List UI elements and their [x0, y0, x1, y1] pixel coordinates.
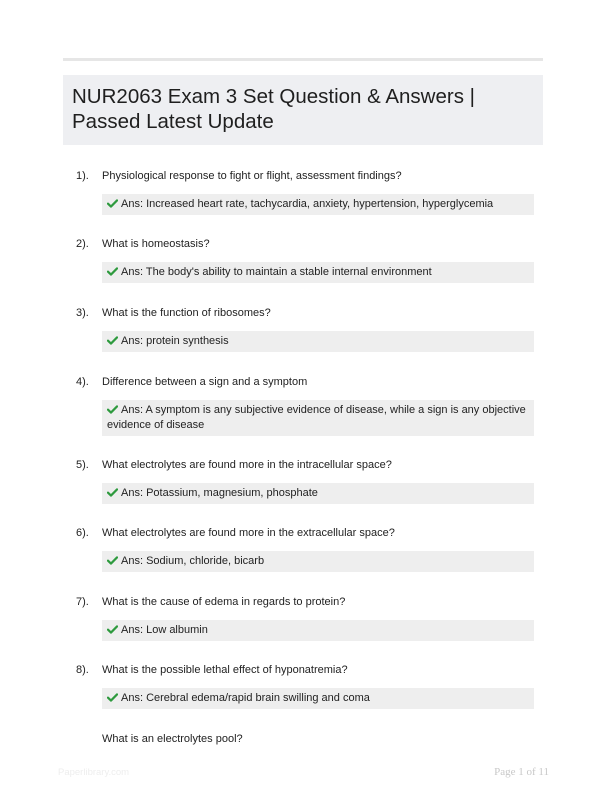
- checkmark-icon: [107, 625, 118, 634]
- answer-prefix: Ans:: [121, 404, 146, 416]
- answer-box: [102, 194, 534, 215]
- footer-watermark: Paperlibrary.com: [58, 767, 130, 778]
- answer-text: A symptom is any subjective evidence of disease, while a sign is any objective evidence of disease: [107, 404, 526, 431]
- checkmark-icon: [107, 405, 118, 414]
- question-text: What is an electrolytes pool?: [102, 733, 243, 745]
- question-text: What electrolytes are found more in the extracellular space?: [102, 527, 395, 539]
- checkmark-icon: [107, 267, 118, 276]
- answer-box: [102, 400, 534, 436]
- document-title-line1: NUR2063 Exam 3 Set Question & Answers |: [72, 85, 475, 108]
- checkmark-icon: [107, 336, 118, 345]
- answer-prefix: Ans:: [121, 487, 147, 499]
- question-number: 6).: [76, 527, 89, 539]
- document-title: [72, 84, 533, 134]
- answer-text: Cerebral edema/rapid brain swilling and coma: [146, 692, 370, 704]
- answer-prefix: Ans:: [121, 266, 146, 278]
- answer-prefix: Ans:: [121, 335, 147, 347]
- checkmark-icon: [107, 693, 118, 702]
- question-text: What electrolytes are found more in the intracellular space?: [102, 459, 392, 471]
- checkmark-icon: [107, 556, 118, 565]
- answer-box: [102, 331, 534, 352]
- page-number: Page 1 of 11: [494, 766, 549, 778]
- answer-text: Potassium, magnesium, phosphate: [146, 487, 318, 499]
- question-text: Physiological response to fight or flight, assessment findings?: [102, 170, 402, 182]
- question-number: 7).: [76, 596, 89, 608]
- question-text: What is the function of ribosomes?: [102, 307, 271, 319]
- question-text: What is homeostasis?: [102, 238, 210, 250]
- question-text: Difference between a sign and a symptom: [102, 376, 308, 388]
- answer-text: Sodium, chloride, bicarb: [146, 555, 265, 567]
- top-divider: [63, 58, 543, 61]
- answer-prefix: Ans:: [121, 555, 147, 567]
- answer-prefix: Ans:: [121, 198, 147, 210]
- title-block: [63, 75, 543, 145]
- document-title-line2: Passed Latest Update: [72, 110, 274, 133]
- answer-prefix: Ans:: [121, 692, 147, 704]
- answer-text: Increased heart rate, tachycardia, anxiety, hypertension, hyperglycemia: [146, 198, 494, 210]
- answer-text: The body's ability to maintain a stable internal environment: [145, 266, 432, 278]
- question-text: What is the cause of edema in regards to protein?: [102, 596, 346, 608]
- question-number: 5).: [76, 459, 89, 471]
- answer-prefix: Ans:: [121, 624, 147, 636]
- answer-box: [102, 551, 534, 572]
- answer-text: protein synthesis: [146, 335, 229, 347]
- answer-box: [102, 620, 534, 641]
- question-number: 3).: [76, 307, 89, 319]
- question-number: 8).: [76, 664, 89, 676]
- answer-text: Low albumin: [146, 624, 208, 636]
- question-number: 2).: [76, 238, 89, 250]
- answer-box: [102, 688, 534, 709]
- question-number: 4).: [76, 376, 89, 388]
- question-text: What is the possible lethal effect of hyponatremia?: [102, 664, 348, 676]
- question-number: 1).: [76, 170, 89, 182]
- checkmark-icon: [107, 199, 118, 208]
- answer-box: [102, 483, 534, 504]
- checkmark-icon: [107, 488, 118, 497]
- answer-box: [102, 262, 534, 283]
